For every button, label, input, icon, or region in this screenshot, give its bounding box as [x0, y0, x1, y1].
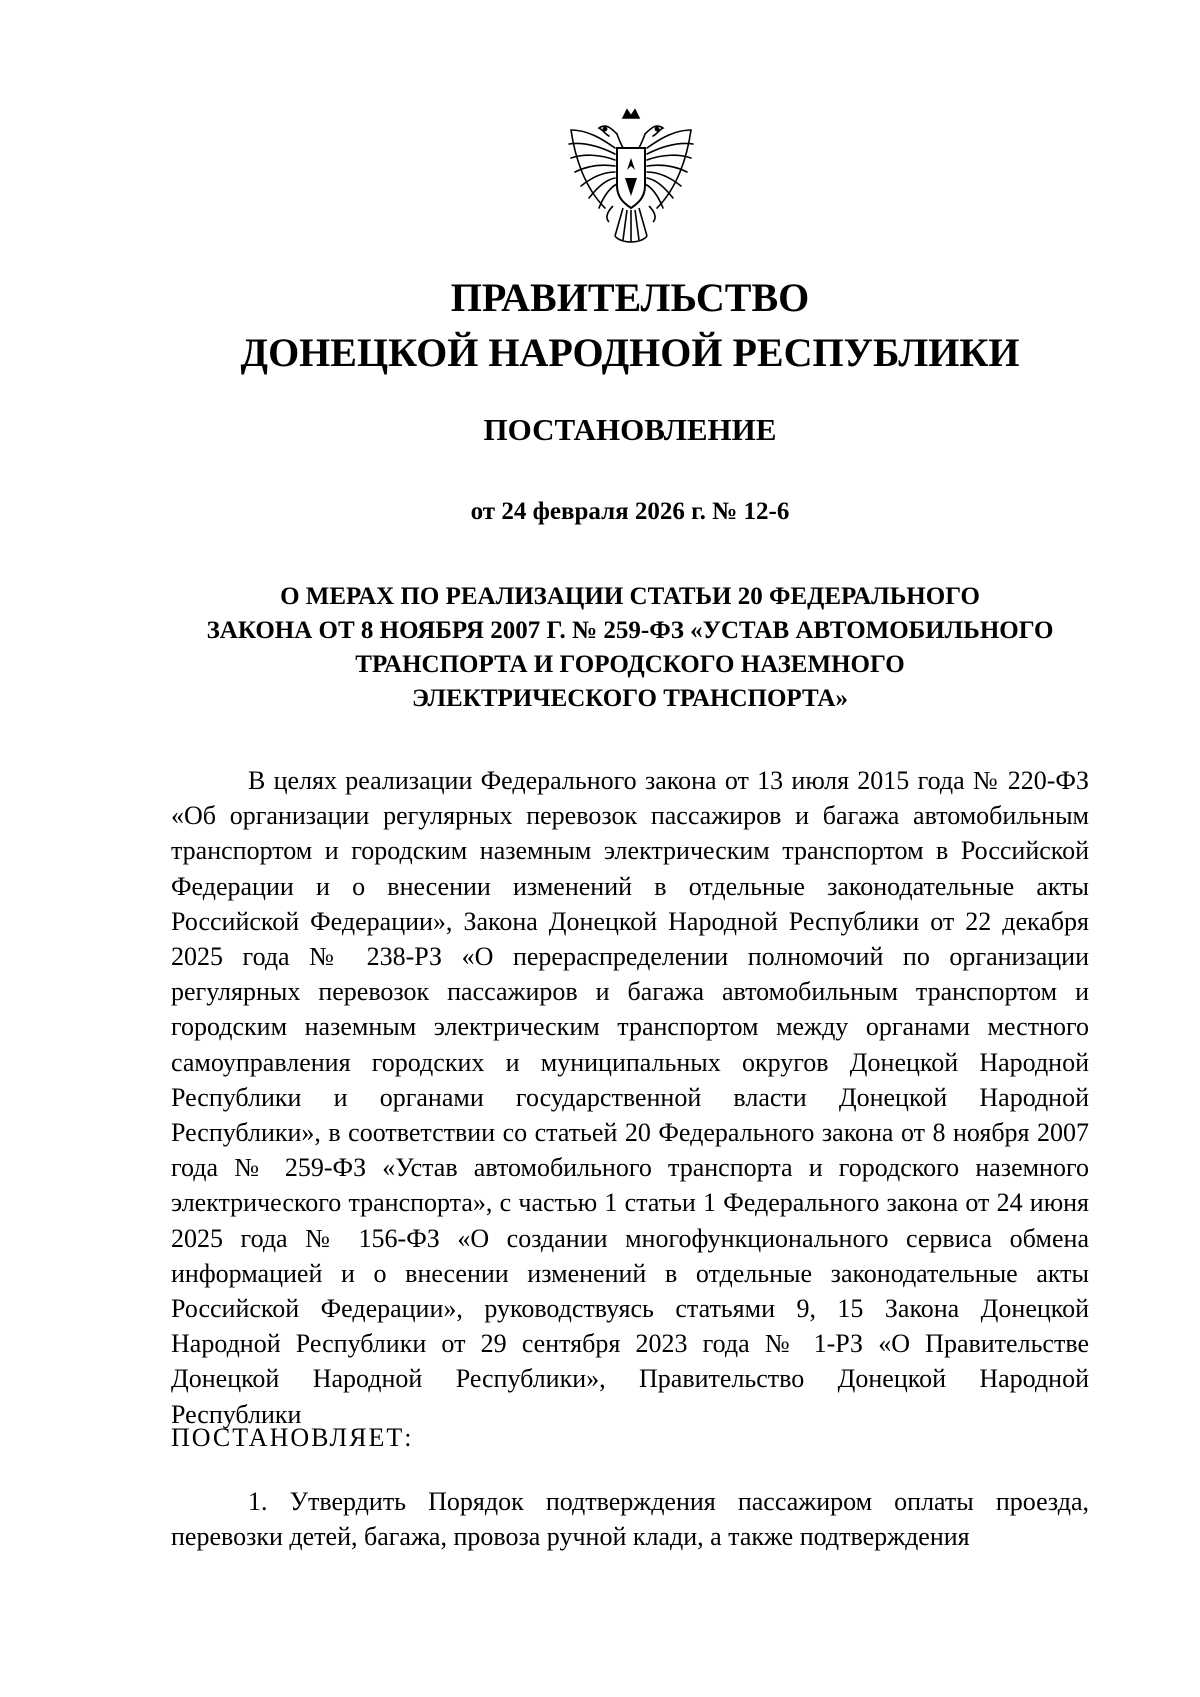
subject-line-2: ЗАКОНА ОТ 8 НОЯБРЯ 2007 Г. № 259-ФЗ «УСТАВ АВТОМОБИЛЬНОГО: [206, 617, 1054, 644]
subject-line-3: ТРАНСПОРТА И ГОРОДСКОГО НАЗЕМНОГО: [355, 651, 905, 678]
coat-of-arms-icon: [565, 108, 697, 258]
preamble-paragraph: В целях реализации Федерального закона от 13 июля 2015 года № 220-ФЗ «Об организации регулярных перевозок пассажиров и багажа автомобильным транспортом и городским наземным электрическим транспортом в Российской Федерации и о внесении изменений в отдельные законодательные акты Российской Федерации», Закона Донецкой Народной Республики от 22 декабря 2025 года № 238-РЗ «О перераспределении полномочий по организации регулярных перевозок пассажиров и багажа автомобильным транспортом и городским наземным электрическим транспортом между органами местного самоуправления городских и муниципальных округов Донецкой Народной Республики и органами государственной власти Донецкой Народной Республики», в соответствии со статьей 20 Федерального закона от 8 ноября 2007 года № 259-ФЗ «Устав автомобильного транспорта и городского наземного электрического транспорта», с частью 1 статьи 1 Федерального закона от 24 июня 2025 года № 156-ФЗ «О создании многофункционального сервиса обмена информацией и о внесении изменений в отдельные законодательные акты Российской Федерации», руководствуясь статьями 9, 15 Закона Донецкой Народной Республики от 29 сентября 2023 года № 1-РЗ «О Правительстве Донецкой Народной Республики», Правительство Донецкой Народной Республики: [171, 766, 1089, 1429]
government-title-line-1: ПРАВИТЕЛЬСТВО: [450, 275, 810, 320]
resolves-heading: ПОСТАНОВЛЯЕТ:: [171, 1423, 414, 1452]
paragraph-1: 1. Утвердить Порядок подтверждения пассажиром оплаты проезда, перевозки детей, багажа, провоза ручной клади, а также подтверждения: [171, 1487, 1089, 1552]
document-subject: [170, 580, 1090, 716]
document-type: ПОСТАНОВЛЕНИЕ: [483, 412, 777, 447]
government-title-line-2: ДОНЕЦКОЙ НАРОДНОЙ РЕСПУБЛИКИ: [240, 330, 1020, 375]
document-date-number: от 24 февраля 2026 г. № 12-6: [470, 498, 790, 525]
subject-line-4: ЭЛЕКТРИЧЕСКОГО ТРАНСПОРТА»: [412, 685, 848, 712]
government-title: [170, 270, 1090, 380]
subject-line-1: О МЕРАХ ПО РЕАЛИЗАЦИИ СТАТЬИ 20 ФЕДЕРАЛЬНОГО: [280, 583, 980, 610]
